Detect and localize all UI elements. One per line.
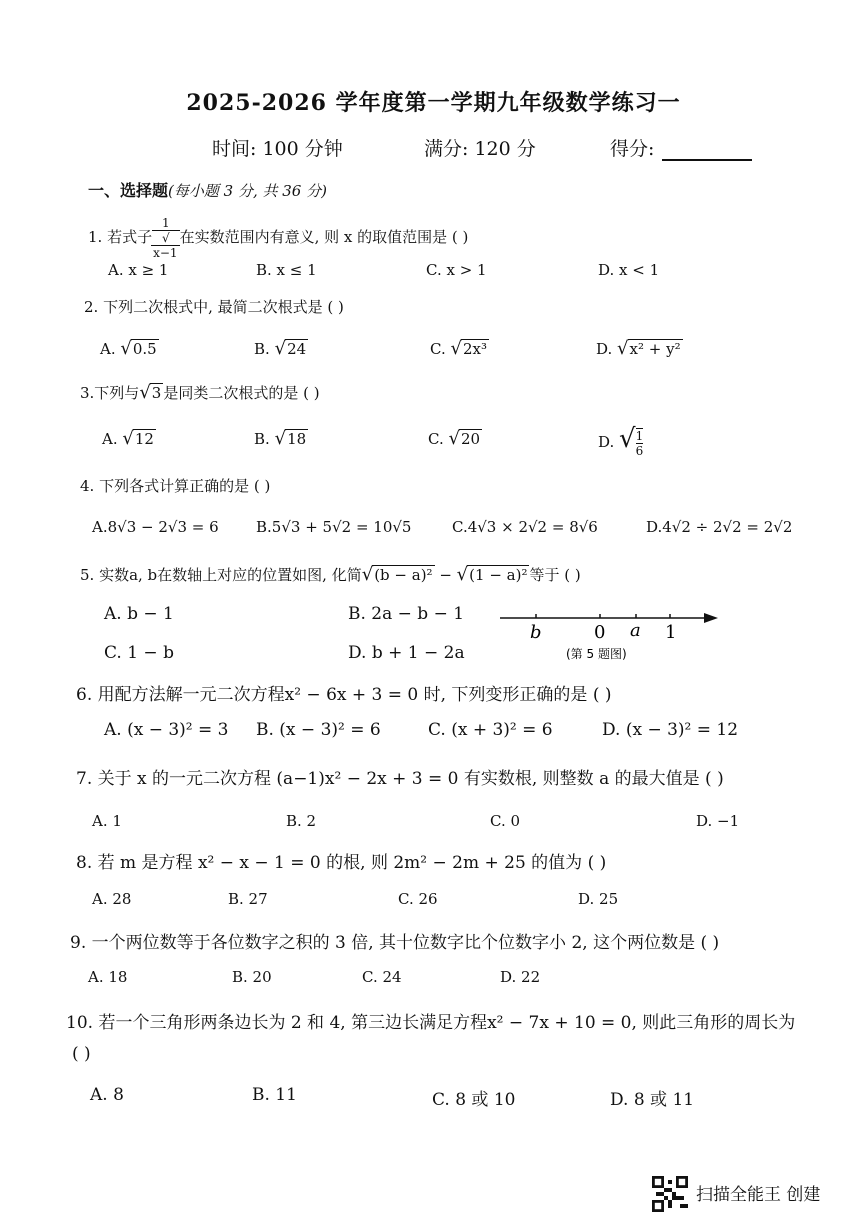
- q2-d-radicand: x² + y²: [629, 340, 681, 358]
- question-2: 2. 下列二次根式中, 最简二次根式是 ( ): [84, 298, 344, 316]
- q2-a-label: A.: [100, 340, 116, 358]
- q3-option-c: C. √20: [428, 428, 481, 449]
- q1-option-b: B. x ≤ 1: [256, 261, 317, 279]
- page-title: 2025-2026 学年度第一学期九年级数学练习一: [186, 90, 681, 116]
- q3-option-d: D. √ $\frac{1}{6}$: [598, 424, 644, 458]
- q5-option-a: A. b − 1: [104, 604, 174, 624]
- q4-option-a: A.8√3 − 2√3 = 6: [92, 518, 219, 536]
- question-4: 4. 下列各式计算正确的是 ( ): [80, 477, 271, 495]
- full-score: 满分: 120 分: [424, 138, 536, 160]
- label-1: 1: [665, 622, 677, 643]
- q1-stem-start: 1. 若式子: [88, 228, 153, 246]
- q1-option-d: D. x < 1: [598, 261, 660, 279]
- q8-option-c: C. 26: [398, 890, 438, 908]
- q2-a-radicand: 0.5: [132, 340, 157, 358]
- q1-option-a: A. x ≥ 1: [108, 261, 169, 279]
- q3-stem-end: 是同类二次根式的是 ( ): [163, 384, 320, 402]
- q8-option-a: A. 28: [92, 890, 132, 908]
- q7-option-c: C. 0: [490, 812, 521, 830]
- question-1: [88, 216, 468, 260]
- figure-caption: (第 5 题图): [566, 647, 627, 661]
- q6-option-b: B. (x − 3)² = 6: [256, 720, 381, 740]
- question-5: 5. 实数a, b在数轴上对应的位置如图, 化简√(b − a)² − √(1 − a)² 等于 ( ): [80, 564, 581, 585]
- q2-c-radicand: 2x³: [462, 340, 488, 358]
- q3-c-radicand: 20: [460, 430, 481, 448]
- section-note: (每小题 3 分, 共 36 分): [168, 182, 327, 200]
- q2-b-label: B.: [254, 340, 270, 358]
- q3-a-radicand: 12: [134, 430, 154, 448]
- q4-option-d: D.4√2 ÷ 2√2 = 2√2: [646, 518, 793, 536]
- q7-option-a: A. 1: [92, 812, 122, 830]
- q5-option-c: C. 1 − b: [104, 643, 174, 663]
- question-8: 8. 若 m 是方程 x² − x − 1 = 0 的根, 则 2m² − 2m + 25 的值为 ( ): [76, 853, 607, 873]
- question-7: 7. 关于 x 的一元二次方程 (a−1)x² − 2x + 3 = 0 有实数根, 则整数 a 的最大值是 ( ): [76, 769, 724, 789]
- q9-option-a: A. 18: [88, 968, 128, 986]
- q3-radicand: 3: [151, 384, 162, 402]
- q2-option-c: C. √2x³: [430, 338, 488, 359]
- score-label: 得分:: [610, 138, 655, 160]
- q5-stem-end: 等于 ( ): [529, 566, 581, 584]
- q1-option-c: C. x > 1: [426, 261, 487, 279]
- q10-option-d: D. 8 或 11: [610, 1090, 695, 1110]
- q5-stem-start: 5. 实数a, b在数轴上对应的位置如图, 化简: [80, 566, 362, 584]
- q3-c-label: C.: [428, 430, 444, 448]
- q10-option-c: C. 8 或 10: [432, 1090, 516, 1110]
- q9-option-d: D. 22: [500, 968, 541, 986]
- q8-option-d: D. 25: [578, 890, 619, 908]
- question-6: 6. 用配方法解一元二次方程x² − 6x + 3 = 0 时, 下列变形正确的是 ( ): [76, 685, 612, 705]
- q3-d-den: 6: [635, 444, 644, 458]
- section-label: 一、选择题: [88, 181, 169, 200]
- q10-option-b: B. 11: [252, 1085, 297, 1105]
- score-blank: [662, 141, 752, 161]
- q1-fraction: 1 √ x−1: [153, 216, 178, 260]
- q1-frac-num: 1: [162, 216, 170, 230]
- q3-stem-start: 3.下列与: [80, 384, 140, 402]
- q2-option-d: D. √x² + y²: [596, 338, 681, 359]
- q7-option-b: B. 2: [286, 812, 317, 830]
- number-line-figure: [490, 600, 730, 666]
- label-b: b: [530, 622, 542, 643]
- q3-b-radicand: 18: [287, 430, 307, 448]
- q10-answer-paren: ( ): [72, 1044, 91, 1064]
- q3-d-fraction: [636, 428, 644, 458]
- q1-stem-end: 在实数范围内有意义, 则 x 的取值范围是 ( ): [179, 228, 469, 246]
- q6-option-a: A. (x − 3)² = 3: [104, 720, 229, 740]
- q10-option-a: A. 8: [90, 1085, 124, 1105]
- label-0: 0: [594, 622, 606, 643]
- number-line-arrow: [704, 613, 718, 623]
- q3-d-num: 1: [635, 429, 644, 443]
- q6-option-c: C. (x + 3)² = 6: [428, 720, 553, 740]
- q5-option-b: B. 2a − b − 1: [348, 604, 465, 624]
- scanner-watermark: 扫描全能王 创建: [696, 1185, 821, 1205]
- qr-code-icon: [652, 1176, 688, 1212]
- section-heading: [88, 178, 327, 201]
- exam-time: 时间: 100 分钟: [212, 138, 343, 160]
- q5-option-d: D. b + 1 − 2a: [348, 643, 465, 663]
- q5-radical-1: (b − a)²: [374, 566, 433, 584]
- q3-d-label: D.: [598, 433, 615, 451]
- q2-d-label: D.: [596, 340, 613, 358]
- q6-option-d: D. (x − 3)² = 12: [602, 720, 739, 740]
- q5-minus: −: [434, 566, 457, 584]
- q9-option-c: C. 24: [362, 968, 402, 986]
- q9-option-b: B. 20: [232, 968, 272, 986]
- q3-option-b: B. √18: [254, 428, 307, 449]
- question-10: 10. 若一个三角形两条边长为 2 和 4, 第三边长满足方程x² − 7x + 10 = 0, 则此三角形的周长为: [66, 1013, 796, 1033]
- q5-radical-2: (1 − a)²: [469, 566, 528, 584]
- q3-a-label: A.: [102, 430, 118, 448]
- q2-option-a: A. √0.5: [100, 338, 157, 359]
- q4-option-b: B.5√3 + 5√2 = 10√5: [256, 518, 412, 536]
- q3-b-label: B.: [254, 430, 270, 448]
- score-field: [610, 134, 752, 161]
- q2-b-radicand: 24: [287, 340, 307, 358]
- question-9: 9. 一个两位数等于各位数字之积的 3 倍, 其十位数字比个位数字小 2, 这个两位数是 ( ): [70, 933, 720, 953]
- q3-option-a: A. √12: [102, 428, 154, 449]
- q2-c-label: C.: [430, 340, 446, 358]
- q4-option-c: C.4√3 × 2√2 = 8√6: [452, 518, 598, 536]
- q8-option-b: B. 27: [228, 890, 268, 908]
- q2-option-b: B. √24: [254, 338, 307, 359]
- q1-frac-den: x−1: [153, 246, 178, 260]
- label-a: a: [630, 620, 641, 641]
- q7-option-d: D. −1: [696, 812, 740, 830]
- question-3: 3.下列与√3 是同类二次根式的是 ( ): [80, 382, 320, 403]
